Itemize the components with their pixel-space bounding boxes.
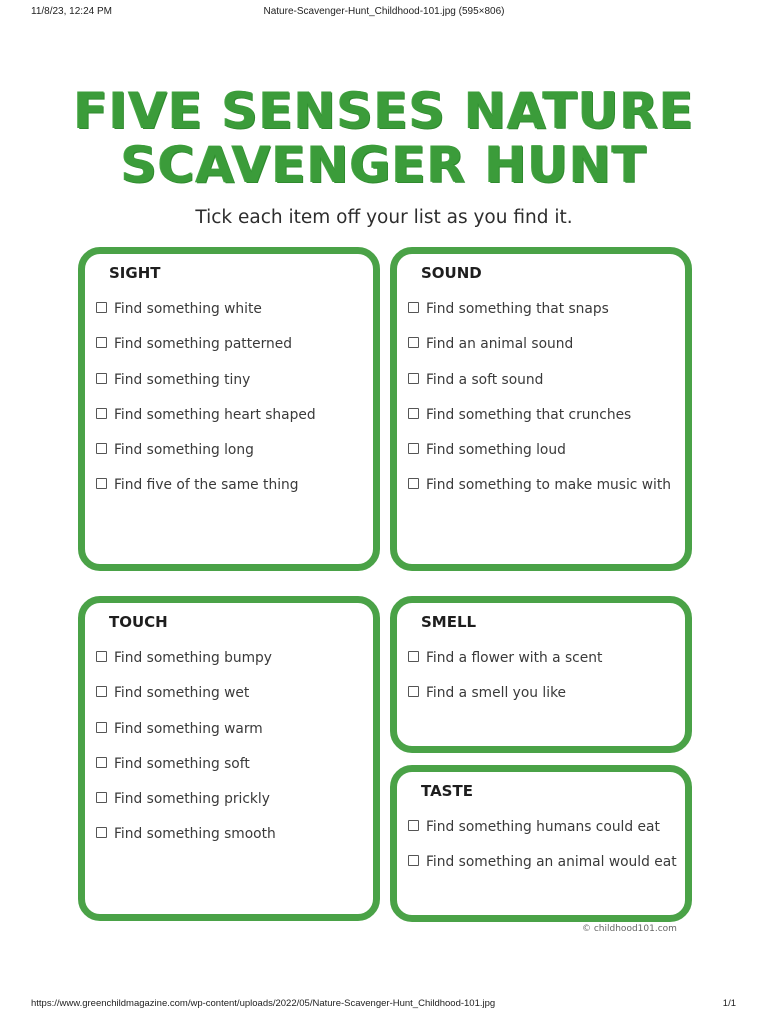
checklist-item-label: Find something loud — [426, 442, 566, 459]
checklist-item-label: Find something smooth — [114, 826, 276, 843]
checklist-item-label: Find something that snaps — [426, 301, 609, 317]
checklist-item-label: Find a flower with a scent — [426, 650, 603, 666]
checklist — [96, 649, 365, 861]
checklist-item — [96, 371, 365, 389]
checklist-item — [408, 649, 677, 667]
checklist-item-label: Find something heart shaped — [114, 406, 316, 423]
print-page-number: 1/1 — [722, 998, 736, 1009]
checklist-item — [408, 406, 677, 424]
checkbox[interactable] — [408, 408, 419, 419]
checklist-item — [96, 649, 365, 667]
checklist-item — [408, 300, 677, 318]
print-datetime: 11/8/23, 12:24 PM — [31, 6, 112, 17]
checklist-item-label: Find something tiny — [114, 371, 251, 388]
checkbox[interactable] — [96, 373, 107, 384]
section-touch — [78, 596, 380, 921]
section-title: TASTE — [421, 782, 473, 800]
checklist — [408, 300, 677, 512]
checkbox[interactable] — [96, 337, 107, 348]
checkbox[interactable] — [96, 722, 107, 733]
checklist-item — [96, 825, 365, 843]
checklist-item — [408, 335, 677, 353]
checklist-item — [96, 335, 365, 353]
checklist-item-label: Find something that crunches — [426, 406, 632, 423]
checklist-item-label: Find something to make music with — [426, 477, 672, 494]
checklist-item — [96, 441, 365, 459]
checkbox[interactable] — [408, 651, 419, 662]
checklist-item-label: Find something prickly — [114, 791, 270, 808]
section-title: TOUCH — [109, 613, 168, 631]
checklist-item — [96, 720, 365, 738]
checkbox[interactable] — [408, 820, 419, 831]
checklist-item-label: Find something white — [114, 301, 262, 317]
checklist-item — [96, 476, 365, 494]
checkbox[interactable] — [96, 443, 107, 454]
checklist-item-label: Find something bumpy — [114, 650, 272, 666]
checklist-item — [96, 790, 365, 808]
checkbox[interactable] — [96, 408, 107, 419]
checklist — [408, 818, 677, 889]
checklist-item-label: Find something long — [114, 442, 254, 459]
worksheet-title-line-2: SCAVENGER HUNT — [120, 136, 648, 194]
worksheet-title-line-1: FIVE SENSES NATURE — [73, 82, 695, 140]
checklist-item-label: Find something patterned — [114, 336, 293, 353]
section-sight — [78, 247, 380, 571]
checklist-item-label: Find something humans could eat — [426, 819, 660, 835]
checklist-item-label: Find something an animal would eat — [426, 854, 677, 871]
checkbox[interactable] — [96, 686, 107, 697]
section-taste — [390, 765, 692, 922]
checkbox[interactable] — [96, 827, 107, 838]
checklist-item-label: Find an animal sound — [426, 336, 574, 353]
checklist-item — [96, 755, 365, 773]
checkbox[interactable] — [408, 686, 419, 697]
checkbox[interactable] — [96, 302, 107, 313]
checklist-item — [408, 684, 677, 702]
checklist-item — [408, 818, 677, 836]
checklist-item-label: Find something soft — [114, 755, 250, 772]
copyright-notice: © childhood101.com — [582, 924, 677, 934]
checkbox[interactable] — [96, 651, 107, 662]
checklist-item — [96, 300, 365, 318]
section-title: SOUND — [421, 264, 482, 282]
checklist-item-label: Find a smell you like — [426, 685, 567, 702]
print-doc-title: Nature-Scavenger-Hunt_Childhood-101.jpg (595×806) — [263, 6, 505, 17]
checklist-item — [408, 371, 677, 389]
checklist-item-label: Find something warm — [114, 720, 263, 737]
section-title: SIGHT — [109, 264, 161, 282]
checkbox[interactable] — [408, 443, 419, 454]
checkbox[interactable] — [408, 337, 419, 348]
checkbox[interactable] — [408, 302, 419, 313]
checklist — [408, 649, 677, 720]
checklist-item-label: Find five of the same thing — [114, 477, 299, 494]
checklist-item — [96, 684, 365, 702]
print-url: https://www.greenchildmagazine.com/wp-content/uploads/2022/05/Nature-Scavenger-Hunt_Childhood-101.jpg — [31, 998, 496, 1009]
checkbox[interactable] — [96, 757, 107, 768]
checklist-item — [408, 441, 677, 459]
checkbox[interactable] — [408, 855, 419, 866]
checklist-item — [96, 406, 365, 424]
checklist-item — [408, 476, 677, 494]
section-sound — [390, 247, 692, 571]
checkbox[interactable] — [408, 478, 419, 489]
checklist-item-label: Find something wet — [114, 685, 250, 702]
checklist-item-label: Find a soft sound — [426, 371, 544, 388]
section-title: SMELL — [421, 613, 477, 631]
checkbox[interactable] — [408, 373, 419, 384]
section-smell — [390, 596, 692, 753]
checklist — [96, 300, 365, 512]
checkbox[interactable] — [96, 792, 107, 803]
worksheet-subtitle: Tick each item off your list as you find it. — [195, 207, 573, 228]
checklist-item — [408, 853, 677, 871]
checkbox[interactable] — [96, 478, 107, 489]
